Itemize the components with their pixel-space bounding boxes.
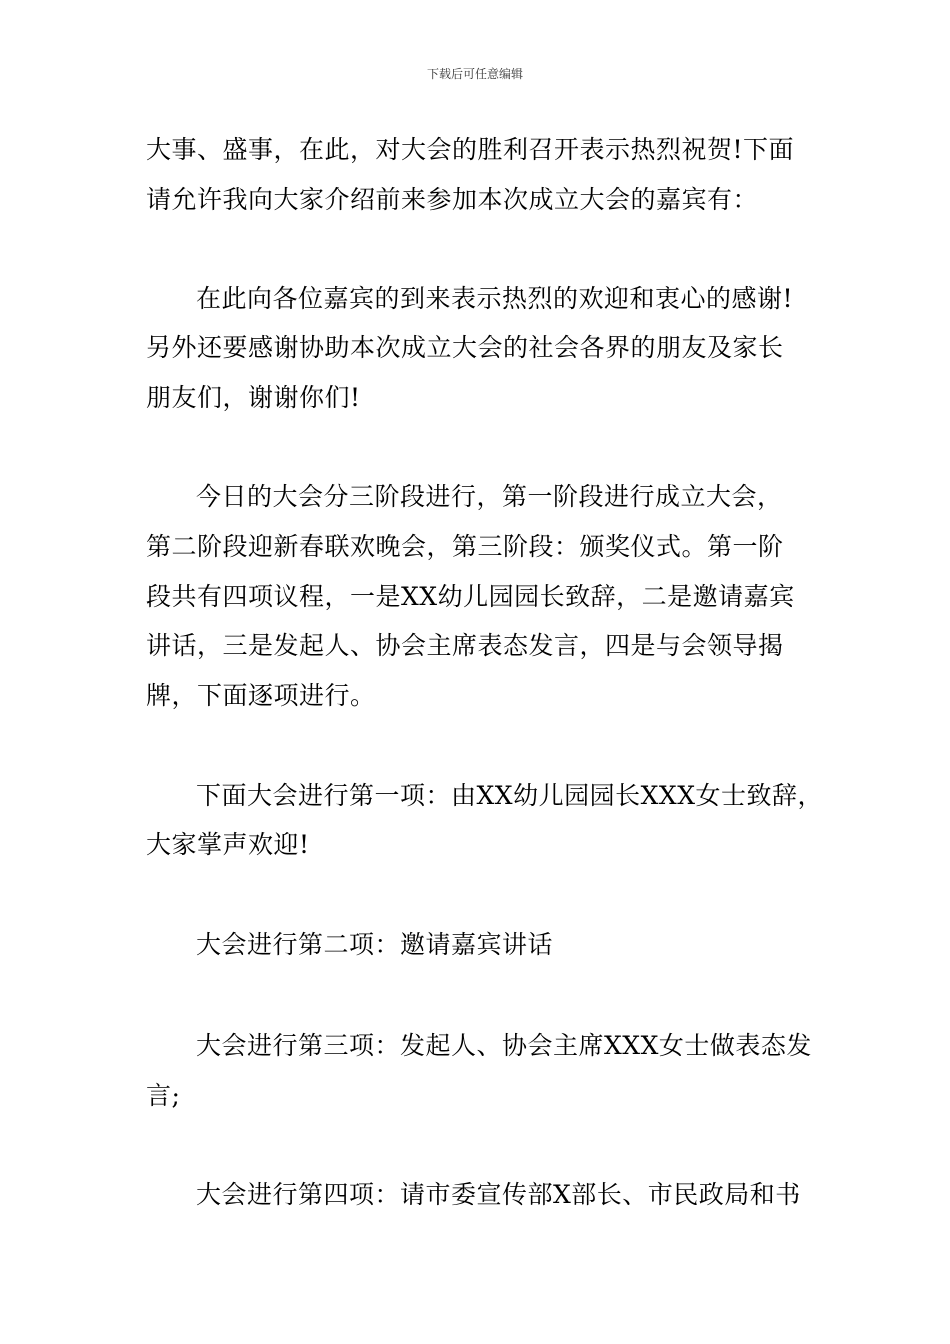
- paragraph-3-line-3: 段共有四项议程，一是XX幼儿园园长致辞，二是邀请嘉宾: [146, 582, 795, 611]
- paragraph-2-line-3: 朋友们，谢谢你们!: [146, 383, 361, 412]
- paragraph-4-line-2: 大家掌声欢迎!: [146, 830, 310, 859]
- paragraph-7-line-1: 大会进行第四项：请市委宣传部X部长、市民政局和书: [196, 1180, 801, 1209]
- paragraph-2-line-2: 另外还要感谢协助本次成立大会的社会各界的朋友及家长: [146, 333, 784, 362]
- paragraph-3-line-5: 牌，下面逐项进行。: [146, 681, 376, 710]
- paragraph-1-line-1: 大事、盛事，在此，对大会的胜利召开表示热烈祝贺!下面: [146, 135, 795, 164]
- paragraph-3-line-2: 第二阶段迎新春联欢晚会，第三阶段：颁奖仪式。第一阶: [146, 532, 784, 561]
- paragraph-6-line-2: 言;: [146, 1081, 181, 1110]
- page-header: 下载后可任意编辑: [426, 67, 523, 81]
- paragraph-3-line-4: 讲话，三是发起人、协会主席表态发言，四是与会领导揭: [146, 631, 784, 660]
- paragraph-3-line-1: 今日的大会分三阶段进行，第一阶段进行成立大会，: [196, 482, 783, 511]
- paragraph-5-line-1: 大会进行第二项：邀请嘉宾讲话: [196, 930, 554, 959]
- paragraph-6-line-1: 大会进行第三项：发起人、协会主席XXX女士做表态发: [196, 1031, 812, 1060]
- paragraph-2-line-1: 在此向各位嘉宾的到来表示热烈的欢迎和衷心的感谢!: [196, 284, 794, 313]
- paragraph-4-line-1: 下面大会进行第一项：由XX幼儿园园长XXX女士致辞，: [196, 781, 823, 810]
- paragraph-1-line-2: 请允许我向大家介绍前来参加本次成立大会的嘉宾有：: [146, 185, 759, 214]
